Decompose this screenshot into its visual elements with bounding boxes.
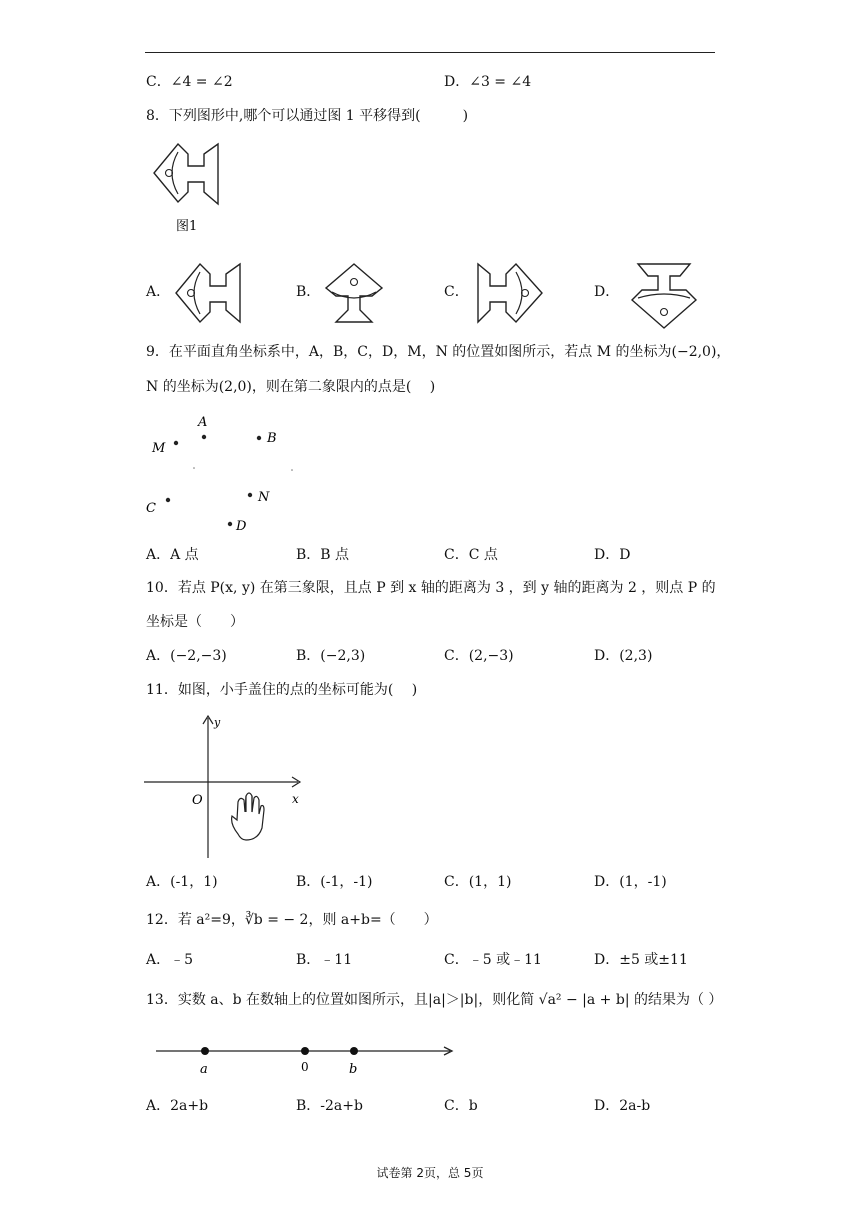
- q8-option-a-figure: [172, 262, 244, 324]
- q9-option-d: D．D: [594, 547, 631, 563]
- q9-stem-line2: N 的坐标为(2,0)，则在第二象限内的点是( ): [146, 379, 436, 395]
- q8-option-a-label: A．: [146, 284, 171, 300]
- x-axis-label: x: [292, 792, 299, 806]
- q8-stem: 8．下列图形中,哪个可以通过图 1 平移得到( ): [146, 108, 469, 124]
- y-axis-label: y: [214, 716, 221, 729]
- q10-option-b: B．(−2,3): [296, 648, 366, 664]
- q8-option-c-figure: [476, 262, 548, 324]
- q8-option-d-label: D．: [594, 284, 620, 300]
- q10-option-c: C．(2,−3): [444, 648, 514, 664]
- point-b-label: B: [267, 431, 277, 446]
- q8-option-b-figure: [320, 262, 390, 326]
- header-rule: [145, 52, 715, 53]
- q11-stem: 11．如图，小手盖住的点的坐标可能为( ): [146, 682, 418, 698]
- q13-number-line: [150, 1040, 460, 1080]
- q11-axes-figure: [142, 712, 310, 862]
- point-n-label: N: [258, 490, 270, 505]
- q10-stem-line2: 坐标是（ ）: [146, 614, 244, 630]
- q8-option-c-label: C．: [444, 284, 469, 300]
- q9-stem-line1: 9．在平面直角坐标系中，A，B，C，D，M，N 的位置如图所示，若点 M 的坐标为(−2,0)，: [146, 344, 731, 360]
- q13-option-d: D．2a-b: [594, 1098, 651, 1114]
- point-a-label: A: [198, 415, 208, 430]
- q10-option-d: D．(2,3): [594, 648, 653, 664]
- zero-label: 0: [301, 1060, 309, 1074]
- point-b-label: b: [349, 1062, 358, 1077]
- q9-point-figure: [148, 414, 298, 536]
- q8-option-d-figure: [628, 262, 700, 330]
- q9-option-c: C．C 点: [444, 547, 498, 563]
- q12-option-c: C．﹣5 或﹣11: [444, 952, 542, 968]
- q13-option-b: B．-2a+b: [296, 1098, 363, 1114]
- point-m-label: M: [152, 441, 166, 456]
- q11-option-a: A．(-1，1): [146, 874, 218, 890]
- q12-option-a: A．﹣5: [146, 952, 194, 968]
- q7-option-d: D．∠3 = ∠4: [444, 74, 532, 90]
- q7-option-c: C．∠4 = ∠2: [146, 74, 233, 90]
- q10-option-a: A．(−2,−3): [146, 648, 227, 664]
- point-a-label: a: [200, 1062, 208, 1077]
- q11-option-d: D．(1，-1): [594, 874, 667, 890]
- q8-figure-1: [150, 142, 230, 237]
- q8-option-b-label: B．: [296, 284, 321, 300]
- q12-stem: 12．若 a²=9，∛b = − 2，则 a+b=（ ）: [146, 912, 438, 928]
- q12-option-d: D．±5 或±11: [594, 952, 688, 968]
- q8-fig-caption: 图1: [176, 219, 198, 234]
- q11-option-c: C．(1，1): [444, 874, 512, 890]
- q13-stem: 13．实数 a、b 在数轴上的位置如图所示，且|a|＞|b|，则化简 √a² − |a + b| 的结果为（ ）: [146, 992, 723, 1008]
- point-d-label: D: [236, 519, 247, 534]
- q9-option-b: B．B 点: [296, 547, 350, 563]
- q9-option-a: A．A 点: [146, 547, 199, 563]
- q13-option-a: A．2a+b: [146, 1098, 209, 1114]
- q11-option-b: B．(-1，-1): [296, 874, 373, 890]
- q12-option-b: B．﹣11: [296, 952, 353, 968]
- page-footer: 试卷第 2页，总 5页: [376, 1166, 484, 1180]
- point-c-label: C: [146, 501, 156, 516]
- hand-icon: [232, 793, 264, 840]
- q13-option-c: C．b: [444, 1098, 478, 1114]
- origin-label: O: [192, 793, 203, 808]
- q10-stem-line1: 10．若点 P(x, y) 在第三象限，且点 P 到 x 轴的距离为 3 ，到 y 轴的距离为 2 ，则点 P 的: [146, 580, 716, 596]
